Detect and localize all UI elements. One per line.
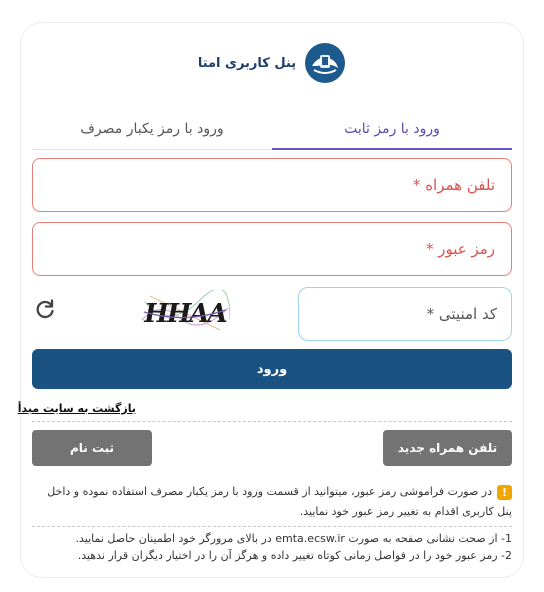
emta-logo-icon — [304, 42, 346, 84]
note-item: 2- رمز عبور خود را در فواصل زمانی کوتاه تغییر داده و هرگز آن را در اختیار دیگران قرار ندهید. — [77, 549, 512, 562]
refresh-icon[interactable] — [33, 297, 57, 321]
security-notes — [40, 530, 512, 564]
login-button[interactable]: ورود — [32, 349, 512, 389]
back-to-site-link[interactable]: بازگشت به سایت مبدأ — [17, 402, 136, 415]
tab-static-password[interactable]: ورود با رمز ثابت — [272, 108, 512, 150]
divider — [32, 421, 512, 422]
captcha-input[interactable] — [298, 287, 512, 341]
tab-one-time-password[interactable]: ورود با رمز یکبار مصرف — [32, 108, 272, 150]
forgot-password-text: در صورت فراموشی رمز عبور، میتوانید از قسمت ورود با رمز یکبار مصرف استفاده نموده و داخل پنل کاربری اقدام به تغییر رمز عبور خود نمایید. — [47, 485, 512, 518]
new-phone-button[interactable]: تلفن همراه جدید — [383, 430, 512, 466]
phone-label: تلفن همراه * — [412, 176, 495, 194]
phone-field[interactable] — [32, 158, 512, 212]
captcha-image — [140, 290, 230, 334]
login-tabs — [32, 108, 512, 150]
note-item: 1- از صحت نشانی صفحه به صورت emta.ecsw.ir در بالای مرورگر خود اطمینان حاصل نمایید. — [75, 532, 512, 545]
captcha-text: HHAA — [144, 299, 226, 329]
password-label: رمز عبور * — [425, 240, 495, 258]
brand-title: پنل کاربری امتا — [197, 55, 297, 71]
forgot-password-info — [44, 482, 512, 522]
register-button[interactable]: ثبت نام — [32, 430, 152, 466]
warning-icon: ! — [497, 485, 512, 500]
brand-header — [0, 42, 544, 84]
divider — [32, 526, 512, 527]
captcha-label: کد امنیتی * — [426, 305, 497, 323]
password-field[interactable] — [32, 222, 512, 276]
